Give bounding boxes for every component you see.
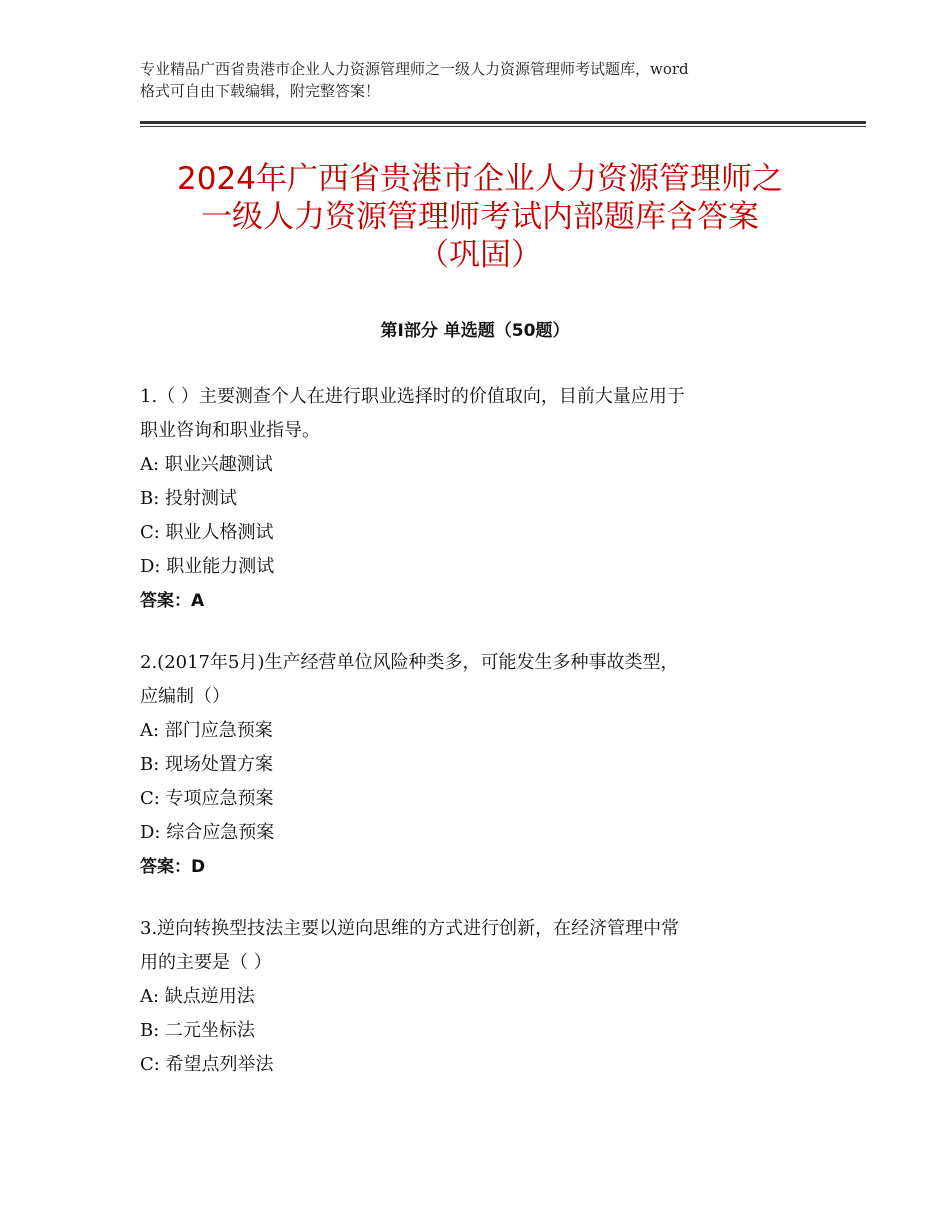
option-c: C: 职业人格测试 (140, 522, 274, 543)
option-a: A: 部门应急预案 (140, 720, 273, 741)
header-divider-thick (140, 121, 866, 124)
answer: 答案：A (140, 591, 205, 611)
question-3 (140, 912, 820, 1082)
title-line: 2024年广西省贵港市企业人力资源管理师之 (177, 161, 783, 197)
question-stem-line: 用的主要是（ ） (140, 952, 272, 973)
question-stem (140, 646, 820, 714)
option-b: B: 二元坐标法 (140, 1020, 256, 1041)
section-heading: 第Ⅰ部分 单选题（50题） (380, 321, 570, 341)
option-a: A: 职业兴趣测试 (140, 454, 273, 475)
title-line: （巩固） (418, 237, 542, 273)
header-note-line: 专业精品广西省贵港市企业人力资源管理师之一级人力资源管理师考试题库，word (140, 60, 689, 78)
header-note-line: 格式可自由下载编辑，附完整答案！ (140, 82, 381, 100)
option-c: C: 专项应急预案 (140, 788, 274, 809)
question-list (140, 380, 820, 1110)
question-stem (140, 380, 820, 448)
question-stem-line: 3.逆向转换型技法主要以逆向思维的方式进行创新，在经济管理中常 (140, 918, 680, 939)
question-stem-line: 2.(2017年5月)生产经营单位风险种类多，可能发生多种事故类型， (140, 652, 679, 673)
title-line: 一级人力资源管理师考试内部题库含答案 (201, 199, 759, 235)
question-1 (140, 380, 820, 618)
option-d: D: 职业能力测试 (140, 556, 275, 577)
document-title (120, 160, 840, 274)
header-divider-thin (140, 126, 866, 127)
question-2 (140, 646, 820, 884)
question-stem (140, 912, 820, 980)
option-b: B: 现场处置方案 (140, 754, 274, 775)
question-stem-line: 1.（ ）主要测查个人在进行职业选择时的价值取向，目前大量应用于 (140, 386, 685, 407)
question-stem-line: 应编制（） (140, 686, 230, 707)
option-c: C: 希望点列举法 (140, 1054, 274, 1075)
option-d: D: 综合应急预案 (140, 822, 275, 843)
option-a: A: 缺点逆用法 (140, 986, 255, 1007)
answer: 答案：D (140, 857, 206, 877)
option-b: B: 投射测试 (140, 488, 238, 509)
question-stem-line: 职业咨询和职业指导。 (140, 420, 320, 441)
header-note (140, 58, 820, 102)
